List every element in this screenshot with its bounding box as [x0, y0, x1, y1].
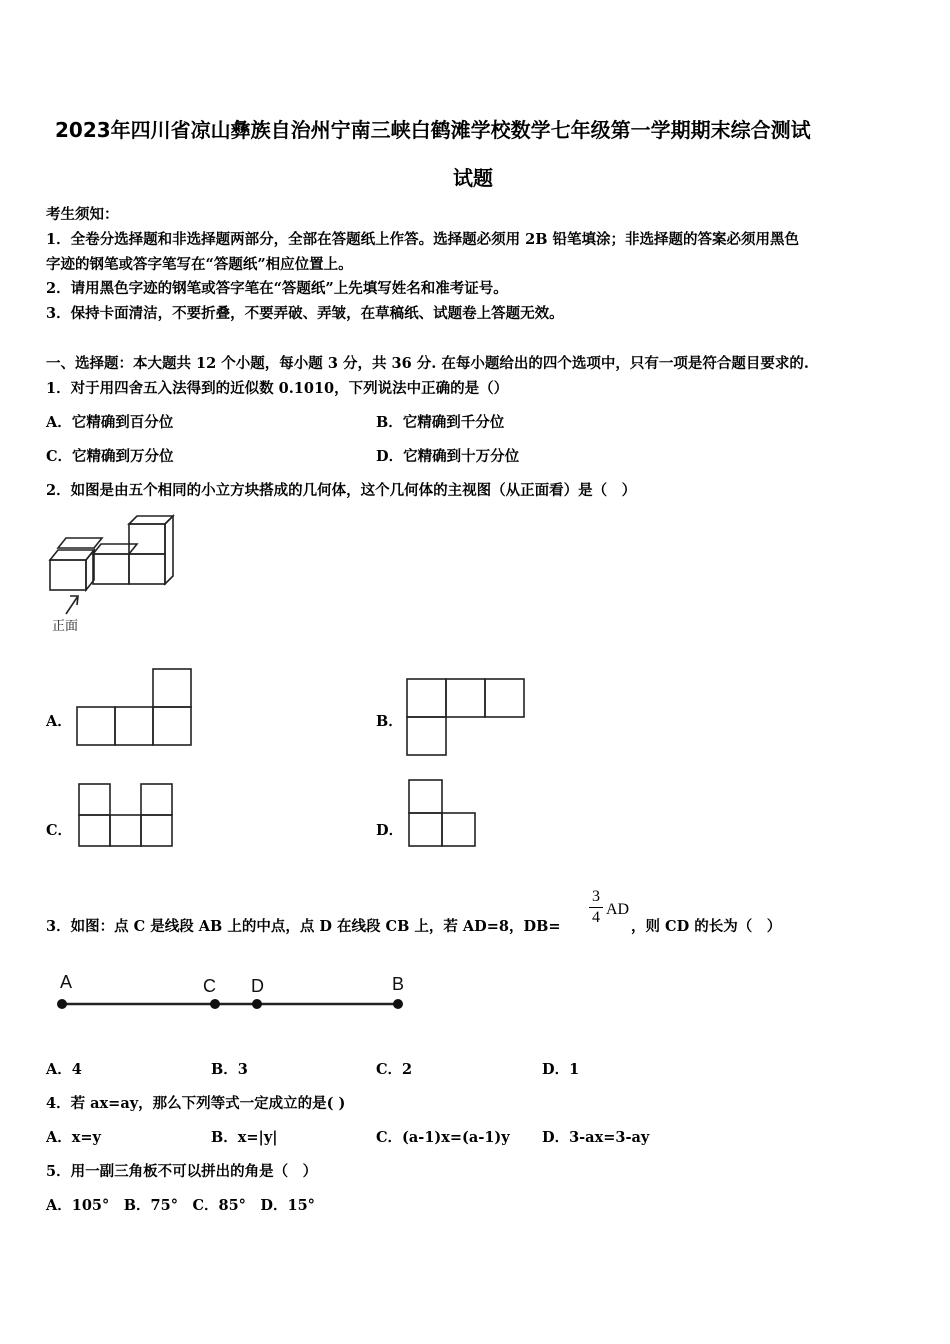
- q4-option-b: B．x=|y|: [211, 1129, 278, 1146]
- q4-stem: 4．若 ax=ay，那么下列等式一定成立的是( ): [46, 1095, 346, 1112]
- notice-item-1: 1．全卷分选择题和非选择题两部分，全部在答题纸上作答。选择题必须用 2B 铅笔填涂；非选择题的答案必须用黑色: [46, 231, 800, 248]
- page-title-line2: 试题: [453, 166, 493, 190]
- section-heading: 一、选择题：本大题共 12 个小题，每小题 3 分，共 36 分. 在每小题给出的四个选项中，只有一项是符合题目要求的.: [46, 355, 809, 372]
- label-c: C: [203, 976, 216, 996]
- notice-item-2: 2．请用黑色字迹的钢笔或答字笔在“答题纸”上先填写姓名和准考证号。: [46, 280, 508, 297]
- label-d: D: [251, 976, 264, 996]
- q3-option-b: B．3: [211, 1061, 248, 1078]
- q3-fraction-numerator: 3: [592, 888, 600, 905]
- q3-option-a: A．4: [46, 1061, 82, 1078]
- q2-option-b-figure: [406, 678, 528, 758]
- q5-stem: 5．用一副三角板不可以拼出的角是（ ）: [46, 1163, 318, 1180]
- q3-segment-figure: [48, 968, 418, 1018]
- q1-stem: 1．对于用四舍五入法得到的近似数 0.1010，下列说法中正确的是（）: [46, 380, 509, 397]
- q3-stem-b: ，则 CD 的长为（ ）: [631, 918, 782, 935]
- point-c: [210, 999, 220, 1009]
- q2-option-a[interactable]: A．: [46, 713, 72, 730]
- label-a: A: [60, 972, 73, 992]
- notice-heading: 考生须知：: [46, 206, 119, 223]
- page-title: 2023年四川省凉山彝族自治州宁南三峡白鹤滩学校数学七年级第一学期期末综合测试: [55, 118, 811, 142]
- q2-solid-figure: [44, 510, 184, 640]
- q3-option-c: C．2: [376, 1061, 413, 1078]
- q2-stem: 2．如图是由五个相同的小立方块搭成的几何体，这个几何体的主视图（从正面看）是（ ）: [46, 482, 637, 499]
- notice-item-1-cont: 字迹的钢笔或答字笔写在“答题纸”相应位置上。: [46, 256, 353, 273]
- q2-option-c[interactable]: C．: [46, 822, 73, 839]
- q1-option-d: D．它精确到十万分位: [376, 448, 520, 465]
- q2-option-d-figure: [408, 779, 480, 849]
- q2-front-label: 正面: [52, 618, 79, 633]
- q4-option-d: D．3-ax=3-ay: [542, 1129, 650, 1146]
- q2-option-d[interactable]: D．: [376, 822, 404, 839]
- q4-option-a: A．x=y: [46, 1129, 101, 1146]
- q2-option-b[interactable]: B．: [376, 713, 403, 730]
- q2-option-a-figure: [76, 668, 196, 750]
- notice-item-3: 3．保持卡面清洁，不要折叠，不要弄破、弄皱，在草稿纸、试题卷上答题无效。: [46, 305, 564, 322]
- q1-option-b: B．它精确到千分位: [376, 414, 505, 431]
- q3-fraction-tail: AD: [606, 901, 630, 918]
- q1-option-c: C．它精确到万分位: [46, 448, 174, 465]
- q3-option-d: D．1: [542, 1061, 580, 1078]
- q3-fraction-denominator: 4: [592, 909, 600, 926]
- q2-option-c-figure: [78, 783, 178, 849]
- q4-option-c: C．(a-1)x=(a-1)y: [376, 1129, 510, 1146]
- q3-fraction: [589, 888, 603, 927]
- q3-stem-a: 3．如图：点 C 是线段 AB 上的中点，点 D 在线段 CB 上，若 AD=8，DB=: [46, 918, 561, 935]
- point-b: [393, 999, 403, 1009]
- q5-options: A．105° B．75° C．85° D．15°: [46, 1197, 315, 1214]
- point-a: [57, 999, 67, 1009]
- point-d: [252, 999, 262, 1009]
- q1-option-a: A．它精确到百分位: [46, 414, 174, 431]
- label-b: B: [392, 974, 405, 994]
